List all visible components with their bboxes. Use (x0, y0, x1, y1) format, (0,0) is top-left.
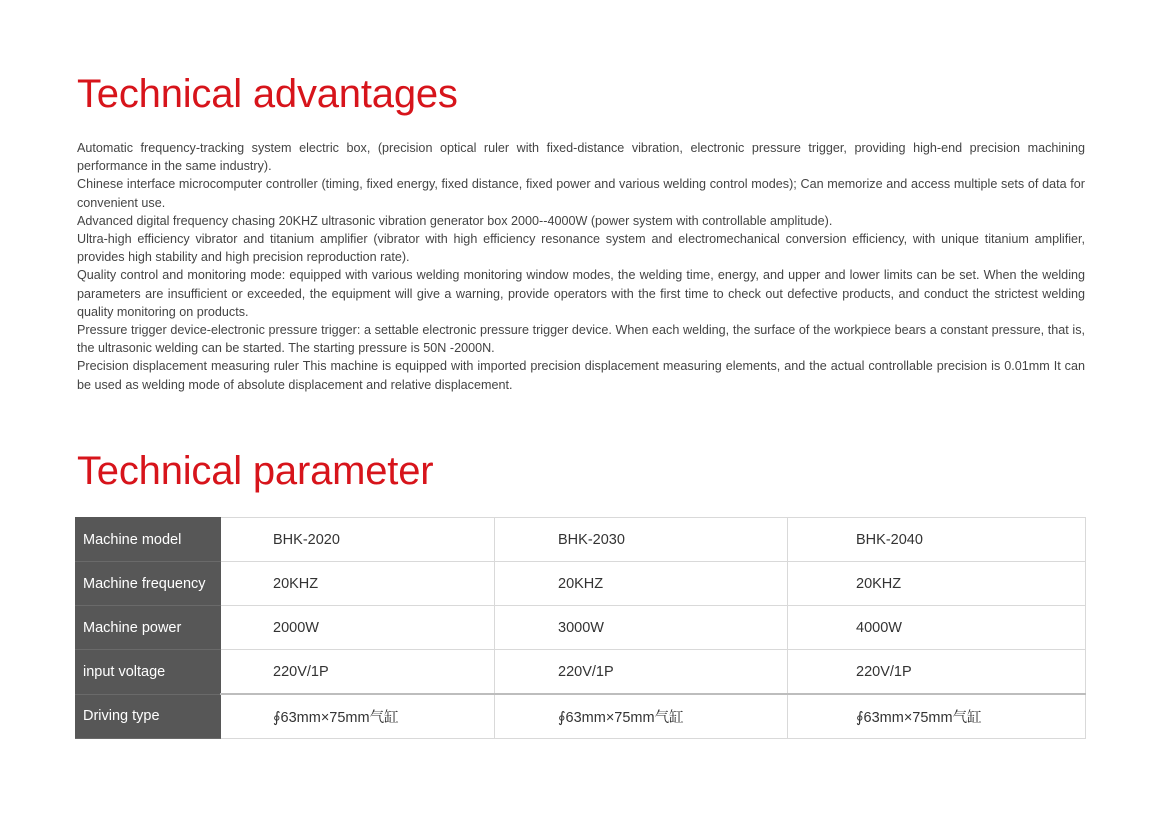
table-row (76, 518, 1086, 562)
row-header-machine-frequency: Machine frequency (76, 562, 221, 606)
advantages-list (77, 139, 1085, 394)
advantage-item: Quality control and monitoring mode: equipped with various welding monitoring window modes, the welding time, energy, and upper and lower limits can be set. When the welding parameters are insufficient or exceeded, the equipment will give a warning, provide operators with the first time to check out defective products, and conduct the strictest welding quality monitoring on products. (77, 268, 1085, 319)
advantage-item: Automatic frequency-tracking system electric box, (precision optical ruler with fixed-distance vibration, electronic pressure trigger, providing high-end precision machining performance in the same industry). (77, 141, 1085, 174)
table-cell: 220V/1P (788, 650, 1086, 695)
table-cell: BHK-2040 (788, 518, 1086, 562)
table-cell: 20KHZ (788, 562, 1086, 606)
advantage-item: Chinese interface microcomputer controller (timing, fixed energy, fixed distance, fixed power and various welding control modes); Can memorize and access multiple sets of data for convenient use. (77, 177, 1085, 210)
row-header-machine-power: Machine power (76, 606, 221, 650)
table-cell: 3000W (495, 606, 788, 650)
advantage-item: Precision displacement measuring ruler This machine is equipped with imported precision displacement measuring elements, and the actual controllable precision is 0.01mm It can be used as welding mode of absolute displacement and relative displacement. (77, 359, 1085, 392)
technical-parameter-title: Technical parameter (77, 449, 434, 493)
table-cell: 2000W (221, 606, 495, 650)
table-cell: ∮63mm×75mm气缸 (221, 694, 495, 739)
row-header-input-voltage: input voltage (76, 650, 221, 695)
advantage-item: Ultra-high efficiency vibrator and titanium amplifier (vibrator with high efficiency resonance system and electromechanical conversion efficiency, with unique titanium amplifier, provides high stability and high precision reproduction rate). (77, 232, 1085, 265)
technical-advantages-title: Technical advantages (77, 72, 458, 116)
table-cell: 220V/1P (495, 650, 788, 695)
table-cell: 20KHZ (221, 562, 495, 606)
table-row (76, 562, 1086, 606)
row-header-machine-model: Machine model (76, 518, 221, 562)
table-cell: ∮63mm×75mm气缸 (495, 694, 788, 739)
table-cell: 220V/1P (221, 650, 495, 695)
advantage-item: Pressure trigger device-electronic pressure trigger: a settable electronic pressure trigger device. When each welding, the surface of the workpiece bears a constant pressure, that is, the ultrasonic welding can be started. The starting pressure is 50N -2000N. (77, 323, 1085, 356)
table-cell: 4000W (788, 606, 1086, 650)
table-row (76, 606, 1086, 650)
table-cell: 20KHZ (495, 562, 788, 606)
parameter-table (75, 517, 1086, 739)
table-cell: ∮63mm×75mm气缸 (788, 694, 1086, 739)
table-row (76, 650, 1086, 695)
table-cell: BHK-2020 (221, 518, 495, 562)
table-row (76, 694, 1086, 739)
advantage-item: Advanced digital frequency chasing 20KHZ ultrasonic vibration generator box 2000--4000W (power system with controllable amplitude). (77, 213, 833, 228)
table-cell: BHK-2030 (495, 518, 788, 562)
row-header-driving-type: Driving type (76, 694, 221, 739)
